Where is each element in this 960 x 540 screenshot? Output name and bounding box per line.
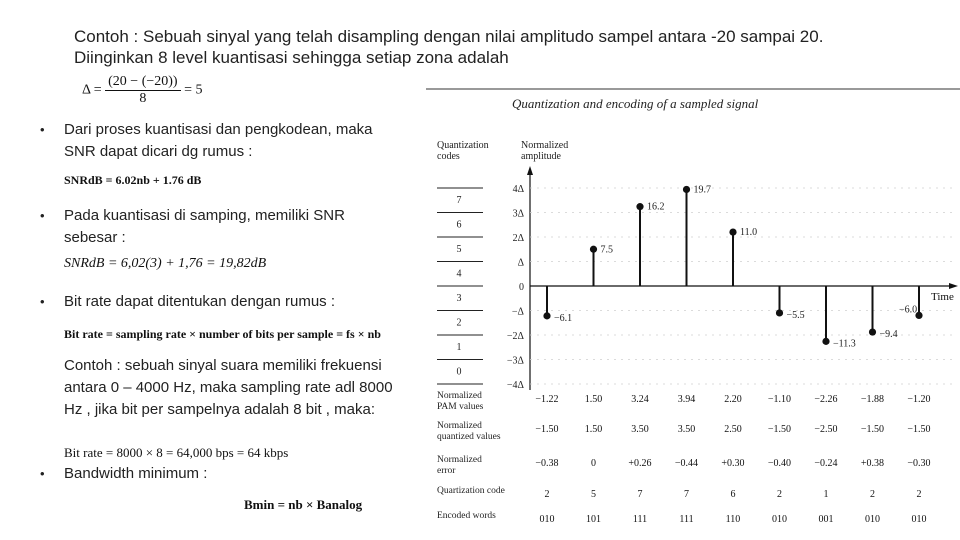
table-cell: 1.50 — [584, 424, 603, 435]
code-level-label: 1 — [456, 342, 462, 353]
table-cell: 110 — [725, 514, 741, 525]
code-level-label: 7 — [456, 195, 462, 206]
sample-point — [776, 309, 783, 316]
code-level-label: 6 — [456, 219, 462, 231]
table-cell: 111 — [632, 514, 648, 525]
sample-label: 16.2 — [647, 201, 665, 213]
table-cell: 2 — [777, 489, 782, 500]
quantization-code-levels — [437, 188, 483, 384]
figure-axes — [527, 166, 958, 390]
time-axis-label: Time — [931, 291, 954, 303]
table-cell: −1.10 — [767, 394, 792, 405]
table-cell: −0.44 — [674, 458, 699, 469]
table-cell: −2.26 — [814, 394, 838, 405]
table-cell: 010 — [911, 514, 927, 525]
table-cell: 3.94 — [677, 394, 696, 405]
table-cell: 010 — [865, 514, 880, 525]
bullet-text: Bandwidth minimum : — [64, 465, 208, 482]
normalized-amplitude-header: Normalized amplitude — [521, 140, 569, 162]
amplitude-tick-label: 3Δ — [512, 208, 524, 220]
table-cell: 111 — [679, 514, 694, 525]
amplitude-tick-label: −2Δ — [506, 331, 524, 342]
delta-rhs: = 5 — [184, 82, 203, 98]
table-cell: 2.50 — [724, 424, 742, 435]
amplitude-tick-label: −4Δ — [506, 380, 524, 391]
amplitude-tick-label: 0 — [519, 282, 524, 293]
bullet-dot: • — [40, 294, 45, 309]
figure-headers — [437, 140, 568, 162]
sample-label: −11.3 — [833, 338, 856, 350]
bit-rate-rule-formula: Bit rate = sampling rate × number of bits per sample = fs × nb — [64, 327, 381, 341]
sample-stems — [543, 184, 922, 349]
intro-line-1: Contoh : Sebuah sinyal yang telah disampling dengan nilai amplitudo sampel antara -20 sampai 20. — [74, 27, 824, 46]
table-row-encoded — [437, 511, 927, 525]
amplitude-tick-label: −3Δ — [506, 355, 524, 367]
table-row-quantized — [437, 421, 931, 442]
table-cell: 010 — [772, 514, 787, 525]
table-cell: −1.88 — [860, 394, 885, 405]
sample-label: −6.1 — [554, 312, 573, 324]
bullet-dot: • — [40, 466, 45, 481]
table-cell: 7 — [684, 489, 689, 500]
table-row-label: Normalized quantized values — [437, 421, 501, 442]
table-cell: 1 — [823, 489, 829, 500]
table-row-pam — [437, 391, 931, 412]
table-cell: 5 — [591, 489, 596, 500]
table-cell: 2 — [544, 489, 550, 500]
bullet-dot: • — [40, 208, 45, 223]
bullet-dot: • — [40, 122, 45, 137]
amplitude-tick-label: Δ — [517, 257, 524, 269]
table-cell: 6 — [730, 489, 736, 500]
table-cell: 001 — [818, 514, 834, 525]
amplitude-tick-label: 4Δ — [512, 184, 524, 195]
table-cell: 101 — [586, 514, 601, 525]
snr-general-formula-text: SNRdB = 6.02nb + 1.76 dB — [64, 173, 202, 187]
delta-lhs: Δ = — [82, 82, 102, 98]
amplitude-tick-label: 2Δ — [512, 233, 524, 244]
table-cell: 3.24 — [631, 394, 649, 405]
table-cell: −0.38 — [535, 458, 559, 469]
table-cell: 2 — [916, 489, 922, 500]
code-level-label: 0 — [456, 366, 462, 378]
table-cell: 0 — [591, 458, 596, 469]
sample-point — [590, 246, 597, 253]
figure-title: Quantization and encoding of a sampled signal — [512, 96, 759, 111]
time-axis-arrow — [949, 283, 958, 289]
table-cell: 2.20 — [724, 394, 742, 405]
table-cell: −0.40 — [767, 458, 792, 469]
bandwidth-formula: Bmin = nb × Banalog — [244, 497, 363, 512]
amplitude-tick-labels — [507, 184, 955, 391]
table-cell: 3.50 — [631, 424, 649, 435]
sample-label: −9.4 — [879, 329, 898, 341]
bullet-text: Dari proses kuantisasi dan pengkodean, maka SNR dapat dicari dg rumus : — [64, 121, 373, 160]
table-row-label: Normalized error — [437, 455, 482, 476]
sample-label: −6.0 — [899, 304, 918, 316]
table-row-code — [437, 486, 922, 500]
table-cell: −1.50 — [907, 424, 931, 435]
table-row-label: Encoded words — [437, 511, 496, 521]
sample-point — [869, 328, 876, 335]
table-cell: 010 — [539, 514, 555, 525]
table-cell: −0.24 — [814, 458, 838, 469]
table-cell: −1.50 — [860, 424, 885, 435]
table-cell: −1.22 — [535, 394, 559, 405]
encoding-table — [437, 391, 931, 525]
sample-point — [636, 203, 643, 210]
table-row-label: Quartization code — [437, 486, 505, 496]
table-cell: +0.38 — [860, 458, 885, 469]
amplitude-tick-label: −Δ — [511, 306, 524, 318]
table-cell: 1.50 — [584, 394, 603, 405]
table-cell: 3.50 — [677, 424, 696, 435]
table-row-error — [437, 455, 931, 476]
code-level-label: 4 — [456, 268, 462, 280]
sample-point — [729, 229, 736, 236]
table-cell: −2.50 — [814, 424, 838, 435]
table-cell: −1.50 — [767, 424, 792, 435]
sample-point — [822, 338, 829, 345]
snr-value-formula: SNRdB = 6,02(3) + 1,76 = 19,82dB — [64, 256, 267, 271]
bit-rate-example-formula: Bit rate = 8000 × 8 = 64,000 bps = 64 kbps — [64, 445, 289, 460]
table-cell: +0.26 — [628, 458, 652, 469]
code-level-label: 3 — [456, 293, 462, 304]
example-paragraph: Contoh : sebuah sinyal suara memiliki frekuensi antara 0 – 4000 Hz, maka sampling rate adl 8000 Hz , jika bit per sampelnya adalah 8 bit , maka: — [64, 357, 393, 418]
sample-label: 19.7 — [693, 184, 711, 196]
delta-denominator: 8 — [139, 91, 147, 106]
table-cell: −1.20 — [907, 394, 931, 405]
code-level-label: 5 — [456, 244, 462, 255]
amplitude-axis-arrow — [527, 166, 533, 175]
sample-point — [683, 186, 690, 193]
code-level-label: 2 — [456, 317, 462, 329]
table-cell: +0.30 — [721, 458, 745, 469]
table-cell: −0.30 — [907, 458, 931, 469]
table-cell: −1.50 — [535, 424, 559, 435]
table-cell: 7 — [637, 489, 643, 500]
delta-numerator: (20 − (−20)) — [105, 74, 180, 91]
sample-label: 11.0 — [740, 227, 758, 239]
intro-line-2: Diinginkan 8 level kuantisasi sehingga setiap zona adalah — [74, 48, 509, 67]
table-cell: 2 — [870, 489, 875, 500]
sample-point — [543, 312, 550, 319]
sample-label: 7.5 — [600, 244, 613, 256]
table-row-label: Normalized PAM values — [437, 391, 484, 412]
bullet-text: Bit rate dapat ditentukan dengan rumus : — [64, 293, 336, 310]
quantization-codes-header: Quantization codes — [437, 140, 489, 162]
sample-label: −5.5 — [786, 309, 805, 321]
bullet-text: Pada kuantisasi di samping, memiliki SNR sebesar : — [64, 207, 345, 246]
